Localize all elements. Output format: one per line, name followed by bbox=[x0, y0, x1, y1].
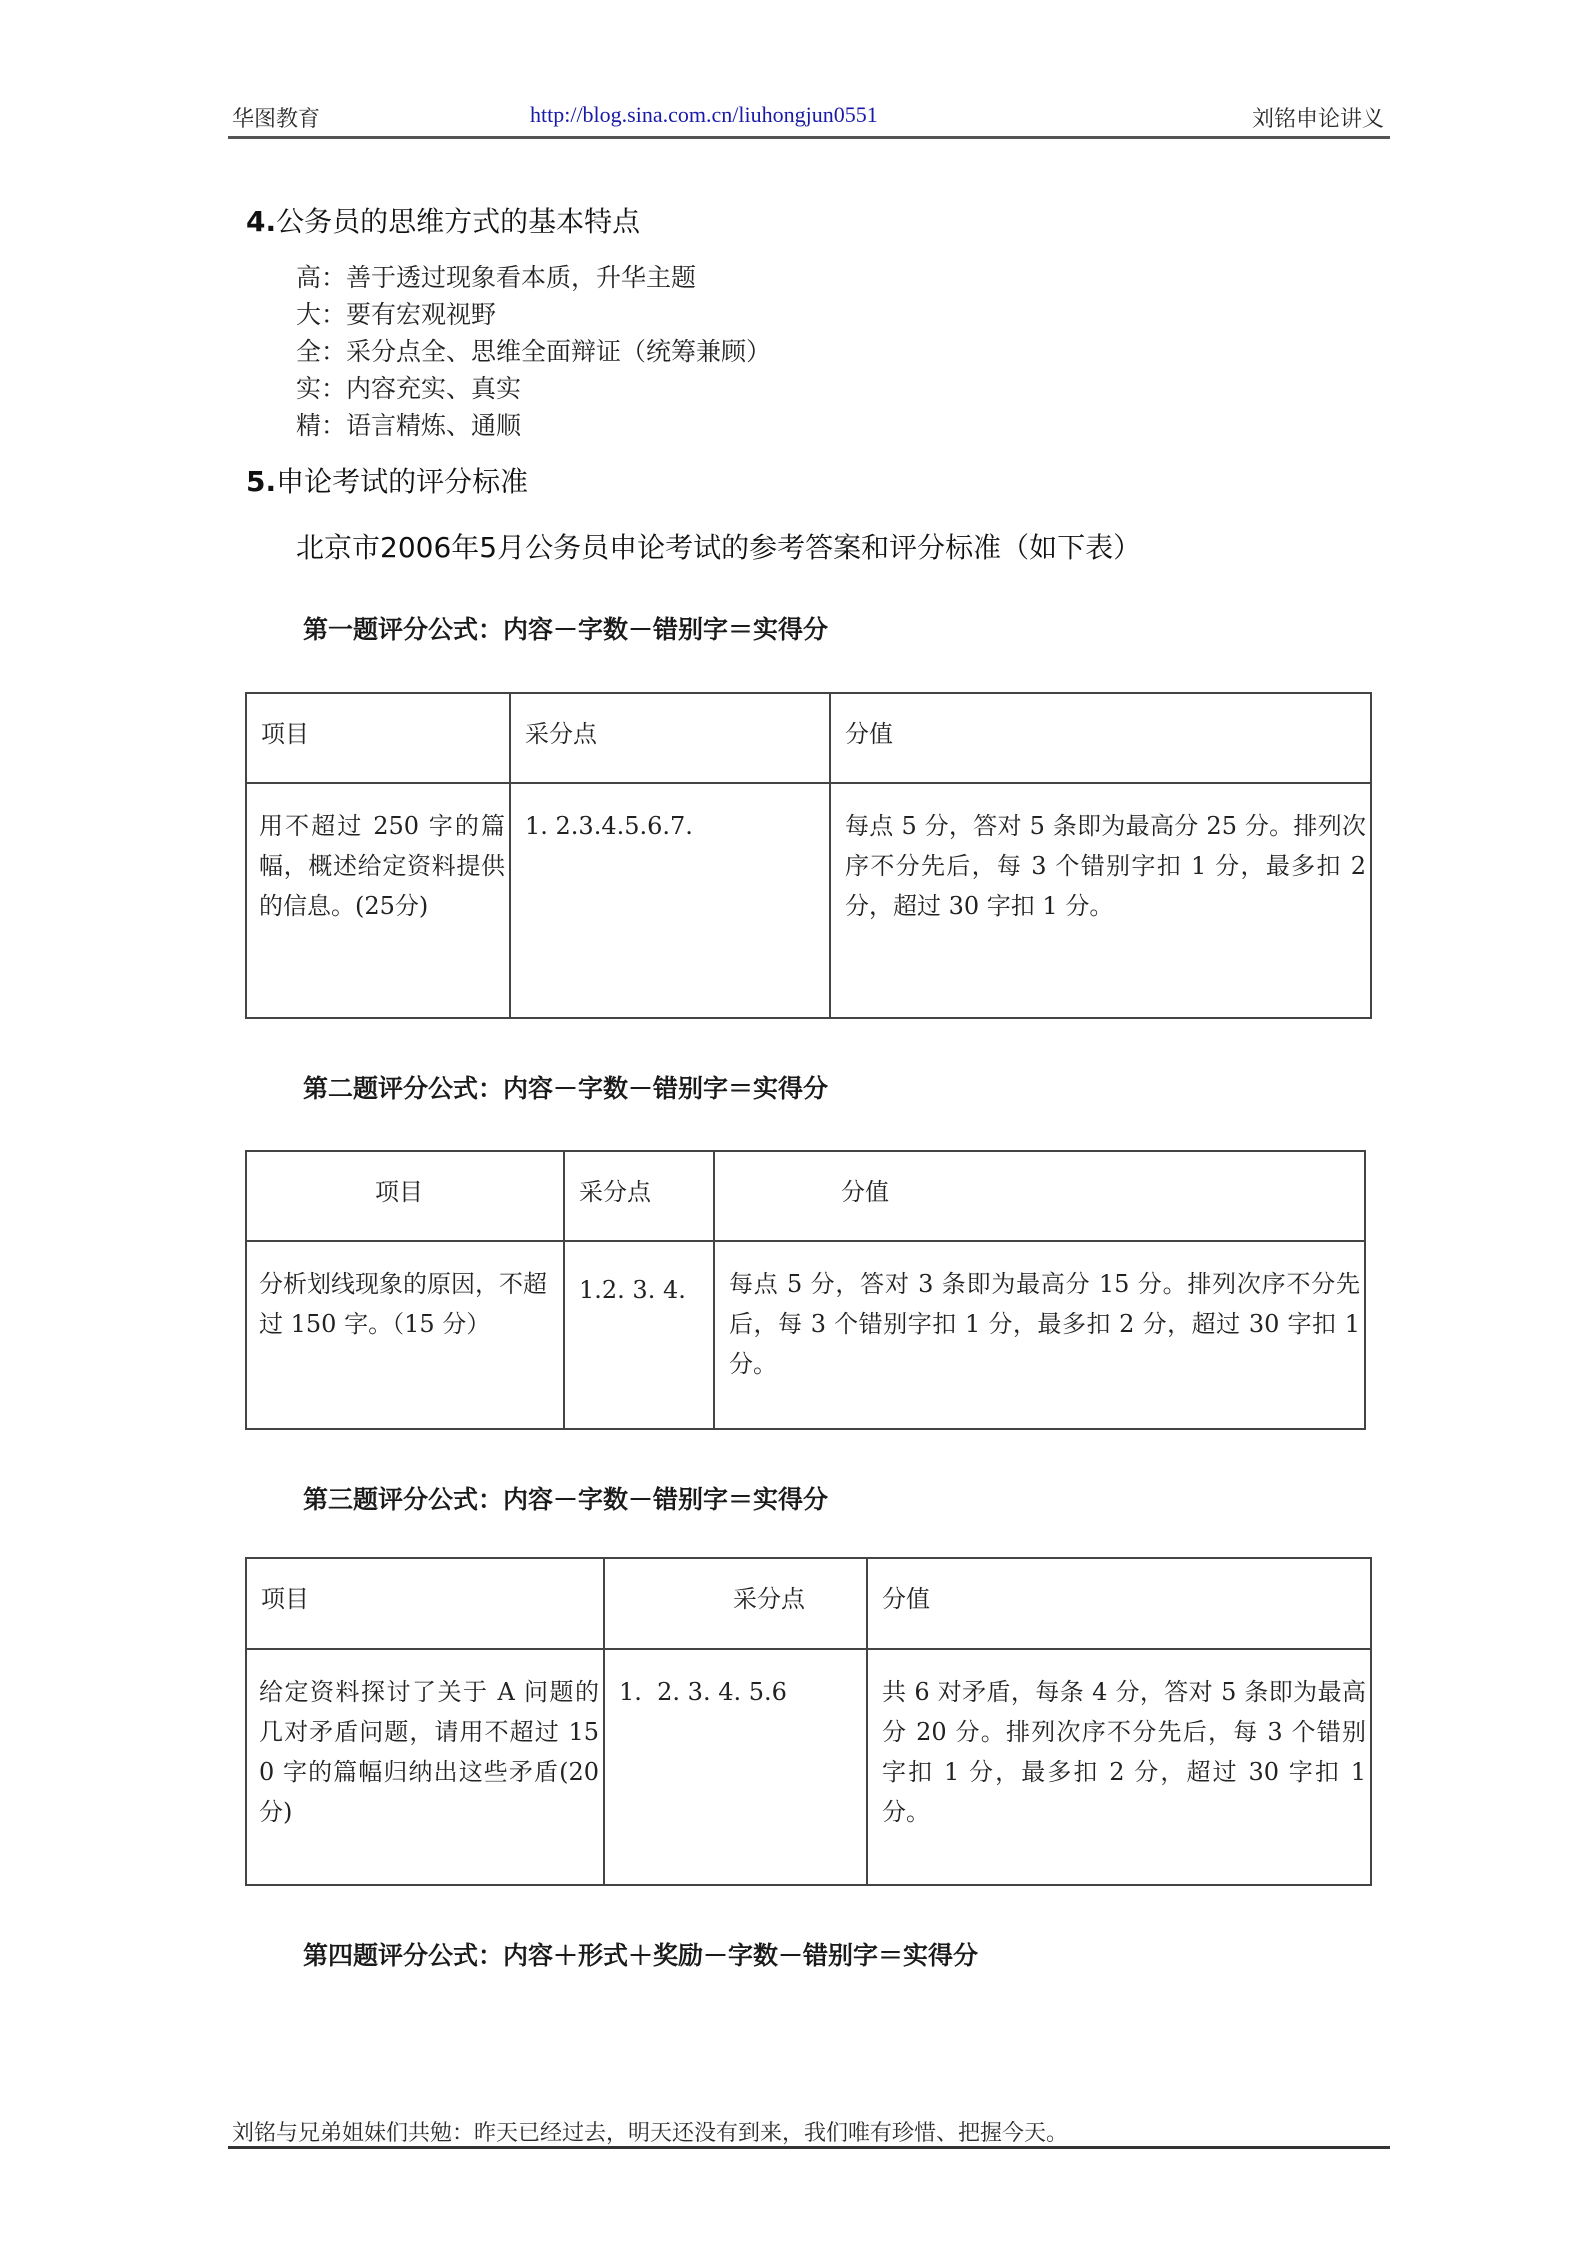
section-4-title: 公务员的思维方式的基本特点 bbox=[276, 205, 641, 238]
cell-item bbox=[246, 1649, 604, 1885]
trait-text: 要有宏观视野 bbox=[346, 300, 497, 329]
footer-motto: 刘铭与兄弟姐妹们共勉：昨天已经过去，明天还没有到来，我们唯有珍惜、把握今天。 bbox=[232, 2121, 1069, 2146]
trait-key: 大： bbox=[296, 300, 347, 329]
header-cell-points bbox=[510, 693, 830, 783]
trait-item bbox=[296, 295, 496, 331]
header-score-label: 分值 bbox=[841, 1178, 889, 1206]
trait-text: 内容充实、真实 bbox=[346, 374, 522, 403]
header-rule bbox=[228, 136, 1390, 139]
trait-item bbox=[296, 406, 521, 442]
points-text: 1. 2. 3. 4. 5.6 bbox=[619, 1678, 787, 1706]
trait-item bbox=[296, 258, 696, 294]
cell-points bbox=[564, 1241, 714, 1429]
header-score-label: 分值 bbox=[845, 720, 893, 748]
header-cell-points bbox=[564, 1151, 714, 1241]
table-header-row bbox=[246, 1151, 1365, 1241]
cell-score bbox=[714, 1241, 1365, 1429]
question-3-formula: 第三题评分公式：内容－字数－错别字＝实得分 bbox=[303, 1485, 829, 1514]
question-4-formula: 第四题评分公式：内容＋形式＋奖励－字数－错别字＝实得分 bbox=[303, 1941, 979, 1970]
item-text: 分析划线现象的原因，不超过 150 字。（15 分） bbox=[259, 1270, 547, 1338]
trait-text: 采分点全、思维全面辩证（统筹兼顾） bbox=[346, 337, 772, 366]
section-5-number: 5. bbox=[246, 465, 277, 498]
item-text: 用不超过 250 字的篇幅，概述给定资料提供的信息。(25分) bbox=[259, 812, 505, 920]
table-header-row bbox=[246, 693, 1371, 783]
question-3-table bbox=[245, 1557, 1372, 1886]
trait-key: 高： bbox=[296, 263, 347, 292]
cell-score bbox=[830, 783, 1371, 1018]
header-cell-item bbox=[246, 1558, 604, 1649]
header-cell-item bbox=[246, 693, 510, 783]
header-doc-title: 刘铭申论讲义 bbox=[1251, 107, 1384, 132]
section-4-heading bbox=[246, 200, 640, 240]
footer-rule bbox=[228, 2146, 1390, 2149]
item-text: 给定资料探讨了关于 A 问题的几对矛盾问题，请用不超过 150 字的篇幅归纳出这些矛盾(20 分) bbox=[259, 1678, 599, 1826]
score-text: 共 6 对矛盾，每条 4 分，答对 5 条即为最高分 20 分。排列次序不分先后，每 3 个错别字扣 1 分，最多扣 2 分，超过 30 字扣 1 分。 bbox=[882, 1678, 1366, 1826]
question-2-formula: 第二题评分公式：内容－字数－错别字＝实得分 bbox=[303, 1074, 829, 1103]
header-points-label: 采分点 bbox=[525, 720, 597, 748]
header-points-label: 采分点 bbox=[579, 1178, 651, 1206]
trait-key: 全： bbox=[296, 337, 347, 366]
trait-text: 善于透过现象看本质，升华主题 bbox=[346, 263, 697, 292]
cell-points bbox=[604, 1649, 867, 1885]
section-5-title: 申论考试的评分标准 bbox=[276, 465, 529, 498]
header-cell-score bbox=[830, 693, 1371, 783]
header-points-label: 采分点 bbox=[733, 1585, 805, 1613]
table-row bbox=[246, 1241, 1365, 1429]
points-text: 1.2. 3. 4. bbox=[579, 1276, 686, 1304]
section-4-number: 4. bbox=[246, 205, 277, 238]
question-2-table bbox=[245, 1150, 1366, 1430]
cell-points bbox=[510, 783, 830, 1018]
trait-item bbox=[296, 369, 521, 405]
table-header-row bbox=[246, 1558, 1371, 1649]
trait-key: 实： bbox=[296, 374, 347, 403]
header-cell-points bbox=[604, 1558, 867, 1649]
trait-key: 精： bbox=[296, 411, 347, 440]
points-text: 1. 2.3.4.5.6.7. bbox=[525, 812, 693, 840]
table-row bbox=[246, 1649, 1371, 1885]
trait-text: 语言精炼、通顺 bbox=[346, 411, 522, 440]
table-row bbox=[246, 783, 1371, 1018]
question-1-table bbox=[245, 692, 1372, 1019]
section-5-heading bbox=[246, 460, 528, 500]
cell-item bbox=[246, 1241, 564, 1429]
scoring-standard-subtitle: 北京市2006年5月公务员申论考试的参考答案和评分标准（如下表） bbox=[296, 531, 1142, 564]
header-item-label: 项目 bbox=[261, 720, 309, 748]
header-item-label: 项目 bbox=[261, 1585, 309, 1613]
cell-item bbox=[246, 783, 510, 1018]
header-blog-link[interactable]: http://blog.sina.com.cn/liuhongjun0551 bbox=[530, 102, 878, 127]
question-1-formula: 第一题评分公式：内容－字数－错别字＝实得分 bbox=[303, 615, 829, 644]
cell-score bbox=[867, 1649, 1371, 1885]
header-cell-score bbox=[714, 1151, 1365, 1241]
trait-item bbox=[296, 332, 771, 368]
header-cell-score bbox=[867, 1558, 1371, 1649]
header-org-name: 华图教育 bbox=[232, 107, 321, 132]
score-text: 每点 5 分，答对 5 条即为最高分 25 分。排列次序不分先后，每 3 个错别字扣 1 分，最多扣 2 分，超过 30 字扣 1 分。 bbox=[845, 812, 1366, 920]
header-score-label: 分值 bbox=[882, 1585, 930, 1613]
header-item-label: 项目 bbox=[375, 1178, 423, 1206]
score-text: 每点 5 分，答对 3 条即为最高分 15 分。排列次序不分先后，每 3 个错别字扣 1 分，最多扣 2 分，超过 30 字扣 1 分。 bbox=[729, 1270, 1360, 1378]
header-cell-item bbox=[246, 1151, 564, 1241]
